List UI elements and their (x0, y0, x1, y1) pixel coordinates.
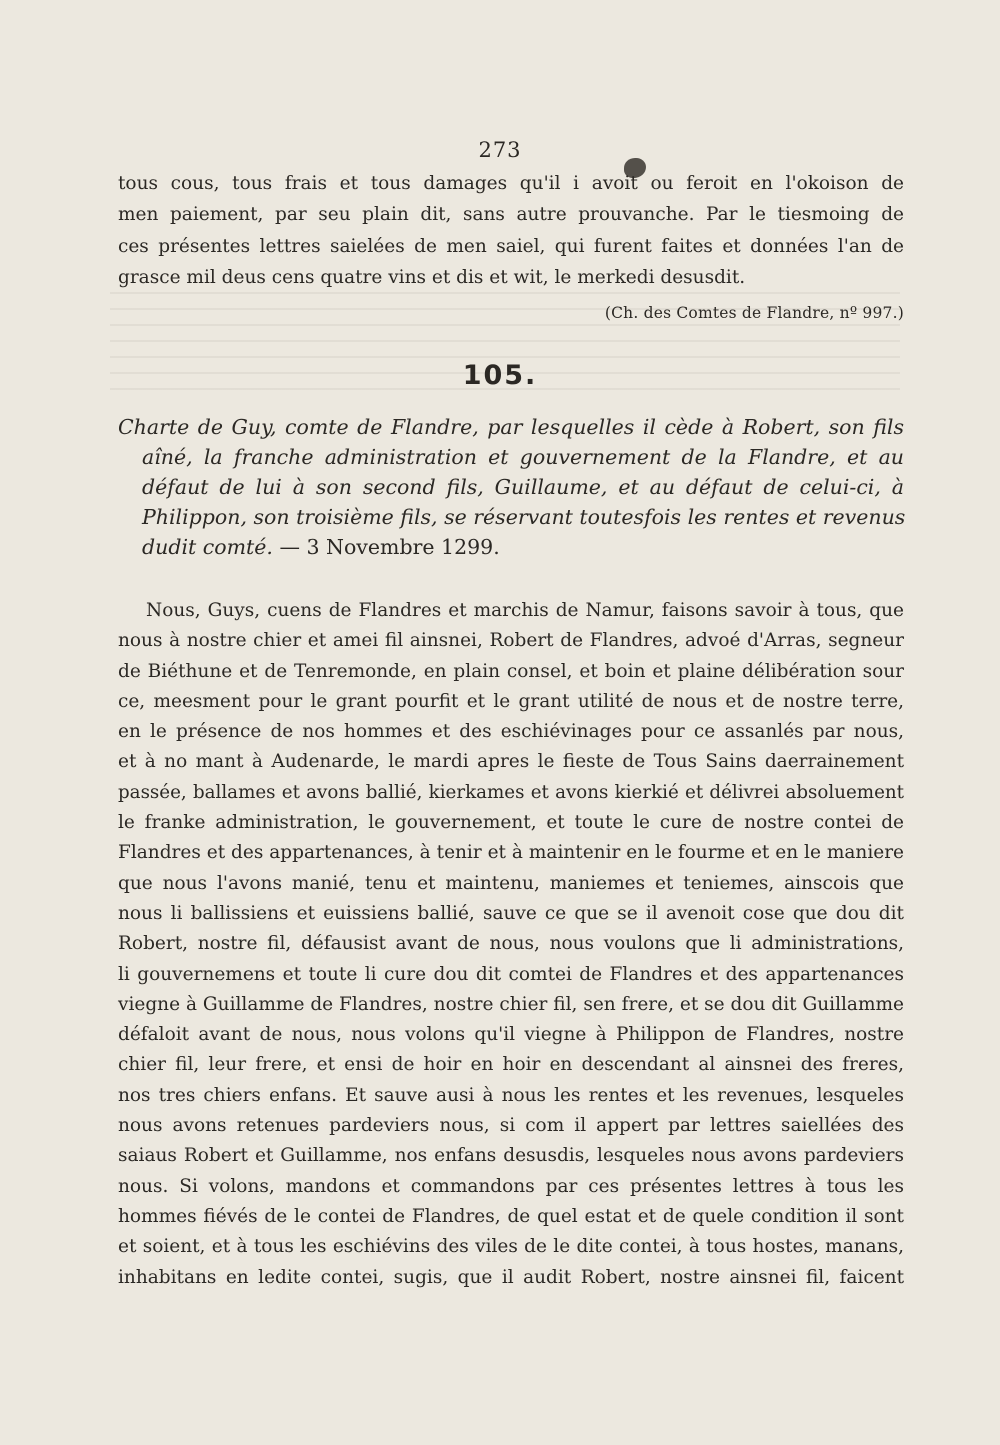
body-line: nous avons retenues pardeviers nous, si com il appert par lettres saiellées des (118, 1115, 904, 1137)
body-line: et à no mant à Audenarde, le mardi apres le fieste de Tous Sains daerrainement (118, 751, 904, 773)
body-line: inhabitans en ledite contei, sugis, que il audit Robert, nostre ainsnei fil, faicent (118, 1266, 904, 1288)
body-line: le franke administration, le gouvernement, et toute le cure de nostre contei de (118, 812, 904, 834)
summary-final-text: dudit comté. (142, 535, 273, 559)
document-body (118, 596, 904, 1293)
body-line: de Biéthune et de Tenremonde, en plain consel, et boin et plaine délibération sour (118, 660, 904, 682)
document-number: 105. (462, 360, 538, 391)
paragraph-line: grasce mil deus cens quatre vins et dis et wit, le merkedi desusdit. (118, 267, 746, 289)
summary-line: défaut de lui à son second fils, Guillaume, et au défaut de celui-ci, à (142, 475, 904, 499)
paragraph-line: ces présentes lettres saielées de men saiel, qui furent faites et données l'an de (118, 235, 904, 257)
summary-line: aîné, la franche administration et gouvernement de la Flandre, et au (142, 445, 904, 469)
body-line: saiaus Robert et Guillamme, nos enfans desusdis, lesqueles nous avons pardeviers (118, 1145, 904, 1167)
body-line: nous à nostre chier et amei fil ainsnei, Robert de Flandres, advoé d'Arras, segneur (118, 630, 904, 652)
body-line: Nous, Guys, cuens de Flandres et marchis de Namur, faisons savoir à tous, que (146, 600, 904, 621)
paragraph-line: tous cous, tous frais et tous damages qu'il i avoit ou feroit en l'okoison de (118, 173, 904, 194)
body-line: hommes fiévés de le contei de Flandres, de quel estat et de quele condition il sont (118, 1205, 904, 1227)
body-line: en le présence de nos hommes et des eschiévinages pour ce assanlés par nous, (118, 721, 904, 743)
paragraph-line: men paiement, par seu plain dit, sans autre prouvanche. Par le tiesmoing de (118, 204, 904, 226)
body-line: Flandres et des appartenances, à tenir et à maintenir en le fourme et en le maniere (118, 842, 904, 864)
body-line: et soient, et à tous les eschiévins des viles de le dite contei, à tous hostes, manans, (118, 1236, 904, 1258)
body-line: ce, meesment pour le grant pourfit et le grant utilité de nous et de nostre terre, (118, 690, 904, 712)
summary-line: Philippon, son troisième fils, se réservant toutesfois les rentes et revenus (142, 505, 906, 529)
document-summary (118, 412, 904, 562)
source-citation: (Ch. des Comtes de Flandre, nº 997.) (604, 304, 904, 322)
body-line: nos tres chiers enfans. Et sauve ausi à nous les rentes et les revenues, lesqueles (118, 1084, 904, 1106)
summary-line-final (142, 532, 904, 562)
body-line: nous. Si volons, mandons et commandons par ces présentes lettres à tous les (118, 1175, 904, 1197)
body-line: que nous l'avons manié, tenu et maintenu, maniemes et teniemes, ainscois que (118, 872, 904, 894)
document-date: — 3 Novembre 1299. (279, 535, 500, 559)
body-line: défaloit avant de nous, nous volons qu'il viegne à Philippon de Flandres, nostre (118, 1024, 904, 1046)
top-paragraph (118, 168, 904, 294)
summary-line: Charte de Guy, comte de Flandre, par lesquelles il cède à Robert, son fils (118, 415, 904, 439)
body-line: passée, ballames et avons ballié, kierkames et avons kierkié et délivrei absoluement (118, 781, 904, 803)
body-line: nous li ballissiens et euissiens ballié, sauve ce que se il avenoit cose que dou dit (118, 902, 904, 924)
page-number: 273 (478, 138, 522, 162)
body-line: chier fil, leur frere, et ensi de hoir en hoir en descendant al ainsnei des freres, (118, 1054, 904, 1076)
body-line: Robert, nostre fil, défausist avant de nous, nous voulons que li administrations, (118, 933, 904, 955)
body-line: viegne à Guillamme de Flandres, nostre chier fil, sen frere, et se dou dit Guillamme (118, 993, 904, 1015)
body-line: li gouvernemens et toute li cure dou dit comtei de Flandres et des appartenances (118, 963, 904, 985)
